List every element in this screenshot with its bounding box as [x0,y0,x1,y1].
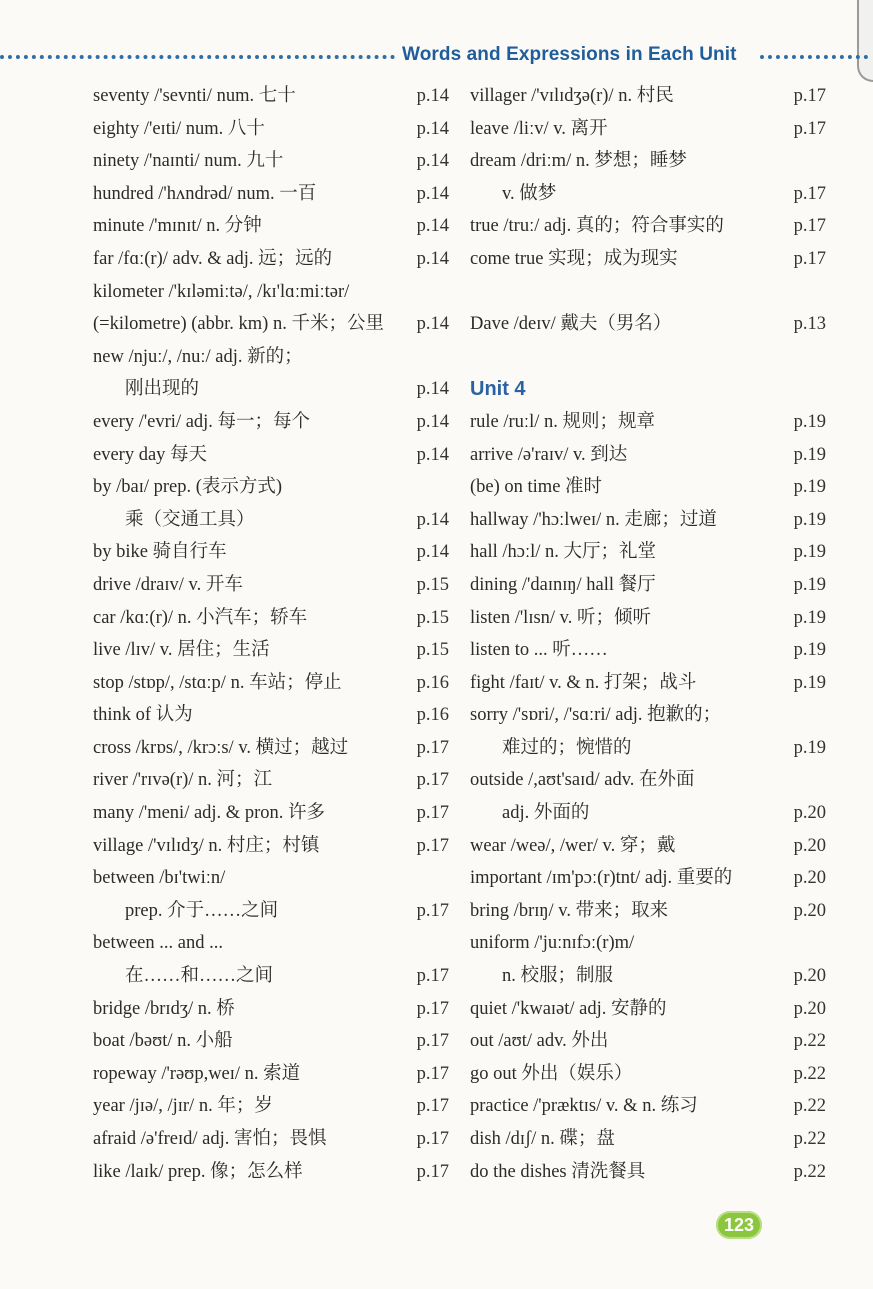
entry-text: come true 实现；成为现实 [470,248,678,269]
entry-page-ref: p.20 [793,868,826,889]
entry-text: dish /dɪʃ/ n. 碟；盘 [470,1129,615,1149]
vocabulary-entry [470,471,840,504]
entry-page-ref: p.16 [416,705,449,726]
vocabulary-entry [93,699,453,732]
entry-text: true /truː/ adj. 真的；符合事实的 [470,216,724,237]
entry-text: live /lɪv/ v. 居住；生活 [93,640,270,661]
entry-page-ref: p.15 [416,640,449,661]
entry-text: listen to ... 听…… [470,640,608,661]
vocabulary-entry [470,1156,840,1189]
entry-page-ref: p.22 [793,1031,826,1052]
entry-text: 刚出现的 [125,379,200,400]
entry-page-ref: p.17 [416,1096,449,1117]
entry-page-ref: p.17 [416,835,449,856]
vocabulary-entry [470,1025,840,1058]
vocabulary-entry [93,406,453,439]
entry-page-ref: p.14 [416,314,449,335]
vocabulary-entry [93,1156,453,1189]
entry-text: drive /draɪv/ v. 开车 [93,574,243,595]
entry-text: Dave /deɪv/ 戴夫（男名） [470,314,672,335]
vocabulary-entry [470,113,840,146]
entry-page-ref: p.17 [416,1063,449,1084]
vocabulary-entry [470,862,840,895]
entry-page-ref: p.17 [416,737,449,758]
entry-text: listen /'lɪsn/ v. 听；倾听 [470,607,651,628]
entry-text: kilometer /'kɪləmiːtə/, /kɪ'lɑːmiːtər/ [93,281,350,302]
vocabulary-entry [93,797,453,830]
entry-page-ref: p.16 [416,672,449,693]
vocabulary-entry [470,308,840,341]
entry-page-ref: p.19 [793,574,826,595]
vocabulary-entry [470,699,840,732]
entry-text: outside /,aʊt'saɪd/ adv. 在外面 [470,770,695,791]
entry-text: sorry /'sɒri/, /'sɑːri/ adj. 抱歉的； [470,705,722,726]
spacer [470,276,840,309]
entry-text: hall /hɔːl/ n. 大厅；礼堂 [470,542,657,563]
entry-text: cross /krɒs/, /krɔːs/ v. 横过；越过 [93,737,349,758]
entry-page-ref: p.17 [416,770,449,791]
entry-text: go out 外出（娱乐） [470,1063,633,1084]
entry-page-ref: p.17 [416,1031,449,1052]
entry-page-ref: p.14 [416,118,449,139]
entry-text: far /fɑː(r)/ adv. & adj. 远；远的 [93,248,333,269]
vocabulary-entry [470,80,840,113]
vocabulary-entry [470,667,840,700]
entry-page-ref: p.13 [793,314,826,335]
entry-page-ref: p.14 [416,542,449,563]
entry-page-ref: p.19 [793,737,826,758]
entry-page-ref: p.17 [416,900,449,921]
header-title: Words and Expressions in Each Unit [402,44,737,65]
entry-text: wear /weə/, /wer/ v. 穿；戴 [470,835,676,856]
vocabulary-entry [93,634,453,667]
entry-page-ref: p.17 [416,803,449,824]
entry-text: important /ɪm'pɔː(r)tnt/ adj. 重要的 [470,868,733,889]
entry-page-ref: p.17 [793,248,826,269]
entry-page-ref: p.20 [793,803,826,824]
entry-page-ref: p.22 [793,1096,826,1117]
entry-text: every /'evri/ adj. 每一；每个 [93,411,311,432]
entry-text: adj. 外面的 [502,803,590,824]
entry-page-ref: p.20 [793,966,826,987]
entry-text: dream /driːm/ n. 梦想；睡梦 [470,151,687,172]
vocabulary-entry [470,993,840,1026]
entry-page-ref: p.14 [416,248,449,269]
vocabulary-entry [470,895,840,928]
vocabulary-entry [470,732,840,765]
entry-page-ref: p.19 [793,672,826,693]
page-number-badge: 123 [716,1211,762,1239]
vocabulary-entry [93,504,453,537]
entry-page-ref: p.19 [793,607,826,628]
vocabulary-entry [470,210,840,243]
vocabulary-entry [93,1058,453,1091]
entry-page-ref: p.22 [793,1063,826,1084]
entry-page-ref: p.14 [416,151,449,172]
entry-page-ref: p.17 [416,998,449,1019]
vocabulary-entry [93,178,453,211]
entry-text: 乘（交通工具） [125,509,255,530]
header-dotted-rule-right [760,55,868,59]
entry-text: eighty /'eɪti/ num. 八十 [93,118,265,139]
entry-text: seventy /'sevnti/ num. 七十 [93,86,296,106]
entry-page-ref: p.17 [793,118,826,139]
vocabulary-entry [93,536,453,569]
entry-text: practice /'præktɪs/ v. & n. 练习 [470,1096,698,1117]
vocabulary-entry [93,471,453,504]
entry-text: think of 认为 [93,705,193,726]
entry-text: do the dishes 清洗餐具 [470,1161,646,1182]
vocabulary-entry [93,764,453,797]
entry-text: boat /bəʊt/ n. 小船 [93,1031,233,1052]
entry-page-ref: p.14 [416,183,449,204]
entry-page-ref: p.17 [793,183,826,204]
entry-text: many /'meni/ adj. & pron. 许多 [93,803,325,824]
entry-page-ref: p.14 [416,86,449,106]
entry-text: river /'rɪvə(r)/ n. 河；江 [93,770,273,791]
vocabulary-entry [93,439,453,472]
vocabulary-entry [470,927,840,960]
unit-heading [470,373,840,406]
entry-text: ninety /'naɪnti/ num. 九十 [93,151,284,172]
entry-page-ref: p.14 [416,216,449,237]
vocabulary-entry [470,797,840,830]
vocabulary-entry [93,1025,453,1058]
vocabulary-entry [93,732,453,765]
entry-text: out /aʊt/ adv. 外出 [470,1031,609,1052]
entry-page-ref: p.17 [416,966,449,987]
entry-text: bring /brɪŋ/ v. 带来；取来 [470,900,669,921]
vocabulary-entry [470,569,840,602]
entry-text: between /bɪ'twiːn/ [93,868,226,889]
entry-text: 难过的；惋惜的 [502,737,632,758]
entry-text: ropeway /'rəʊp,weɪ/ n. 索道 [93,1063,301,1084]
entry-text: minute /'mɪnɪt/ n. 分钟 [93,216,262,237]
entry-text: v. 做梦 [502,183,557,204]
vocabulary-entry [470,406,840,439]
vocabulary-entry [93,308,453,341]
vocabulary-column-left [93,80,453,1200]
vocabulary-entry [470,764,840,797]
vocabulary-entry [93,341,453,374]
entry-page-ref: p.17 [416,1129,449,1149]
vocabulary-entry [470,634,840,667]
entry-text: prep. 介于……之间 [125,900,279,921]
entry-text: rule /ruːl/ n. 规则；规章 [470,411,655,432]
entry-page-ref: p.19 [793,411,826,432]
entry-text: stop /stɒp/, /stɑːp/ n. 车站；停止 [93,672,342,693]
vocabulary-entry [93,276,453,309]
entry-page-ref: p.19 [793,477,826,498]
entry-page-ref: p.19 [793,542,826,563]
entry-text: (=kilometre) (abbr. km) n. 千米；公里 [93,314,384,335]
vocabulary-entry [93,1123,453,1156]
entry-text: 在……和……之间 [125,966,274,987]
vocabulary-entry [93,895,453,928]
entry-page-ref: p.15 [416,607,449,628]
entry-text: quiet /'kwaɪət/ adj. 安静的 [470,998,667,1019]
entry-text: by /baɪ/ prep. (表示方式) [93,477,283,498]
vocabulary-entry [93,569,453,602]
entry-page-ref: p.14 [416,411,449,432]
vocabulary-entry [470,178,840,211]
vocabulary-entry [470,145,840,178]
entry-text: village /'vɪlɪdʒ/ n. 村庄；村镇 [93,835,320,856]
vocabulary-entry [470,243,840,276]
entry-text: between ... and ... [93,933,223,954]
vocabulary-entry [470,1123,840,1156]
vocabulary-entry [93,243,453,276]
vocabulary-entry [470,504,840,537]
vocabulary-entry [93,862,453,895]
vocabulary-entry [93,960,453,993]
vocabulary-entry [93,993,453,1026]
vocabulary-entry [470,439,840,472]
vocabulary-entry [470,602,840,635]
vocabulary-entry [470,536,840,569]
entry-text: fight /faɪt/ v. & n. 打架；战斗 [470,672,697,693]
entry-page-ref: p.17 [793,216,826,237]
entry-text: new /njuː/, /nuː/ adj. 新的； [93,346,303,367]
entry-text: uniform /'juːnɪfɔː(r)m/ [470,933,635,954]
entry-page-ref: p.19 [793,640,826,661]
vocabulary-entry [93,80,453,113]
entry-page-ref: p.14 [416,379,449,400]
vocabulary-entry [93,373,453,406]
vocabulary-entry [93,602,453,635]
entry-text: car /kɑː(r)/ n. 小汽车；轿车 [93,607,308,628]
vocabulary-entry [470,1058,840,1091]
vocabulary-entry [470,830,840,863]
vocabulary-column-right [470,80,840,1200]
entry-page-ref: p.14 [416,444,449,465]
unit-heading-label: Unit 4 [470,378,526,401]
entry-text: (be) on time 准时 [470,477,603,498]
vocabulary-entry [93,830,453,863]
entry-text: year /jɪə/, /jɪr/ n. 年；岁 [93,1096,273,1117]
entry-page-ref: p.17 [793,86,826,106]
entry-page-ref: p.15 [416,574,449,595]
page-header [0,42,873,72]
vocabulary-entry [93,113,453,146]
vocabulary-entry [470,960,840,993]
header-dotted-rule-left [0,55,395,59]
entry-page-ref: p.14 [416,509,449,530]
entry-page-ref: p.22 [793,1129,826,1149]
entry-text: leave /liːv/ v. 离开 [470,118,608,139]
vocabulary-entry [93,927,453,960]
entry-text: bridge /brɪdʒ/ n. 桥 [93,998,235,1019]
entry-page-ref: p.22 [793,1161,826,1182]
entry-page-ref: p.19 [793,444,826,465]
vocabulary-entry [93,667,453,700]
entry-page-ref: p.19 [793,509,826,530]
entry-text: like /laɪk/ prep. 像；怎么样 [93,1161,303,1182]
entry-text: afraid /ə'freɪd/ adj. 害怕；畏惧 [93,1129,327,1149]
entry-page-ref: p.20 [793,900,826,921]
entry-page-ref: p.20 [793,835,826,856]
entry-text: dining /'daɪnɪŋ/ hall 餐厅 [470,574,656,595]
entry-text: by bike 骑自行车 [93,542,227,563]
entry-text: hallway /'hɔːlweɪ/ n. 走廊；过道 [470,509,717,530]
entry-text: villager /'vɪlɪdʒə(r)/ n. 村民 [470,86,674,106]
vocabulary-entry [470,1090,840,1123]
spacer [470,341,840,374]
entry-text: n. 校服；制服 [502,966,614,987]
entry-text: arrive /ə'raɪv/ v. 到达 [470,444,628,465]
vocabulary-entry [93,145,453,178]
entry-page-ref: p.17 [416,1161,449,1182]
entry-text: every day 每天 [93,444,208,465]
entry-text: hundred /'hʌndrəd/ num. 一百 [93,183,317,204]
vocabulary-entry [93,210,453,243]
entry-page-ref: p.20 [793,998,826,1019]
vocabulary-entry [93,1090,453,1123]
